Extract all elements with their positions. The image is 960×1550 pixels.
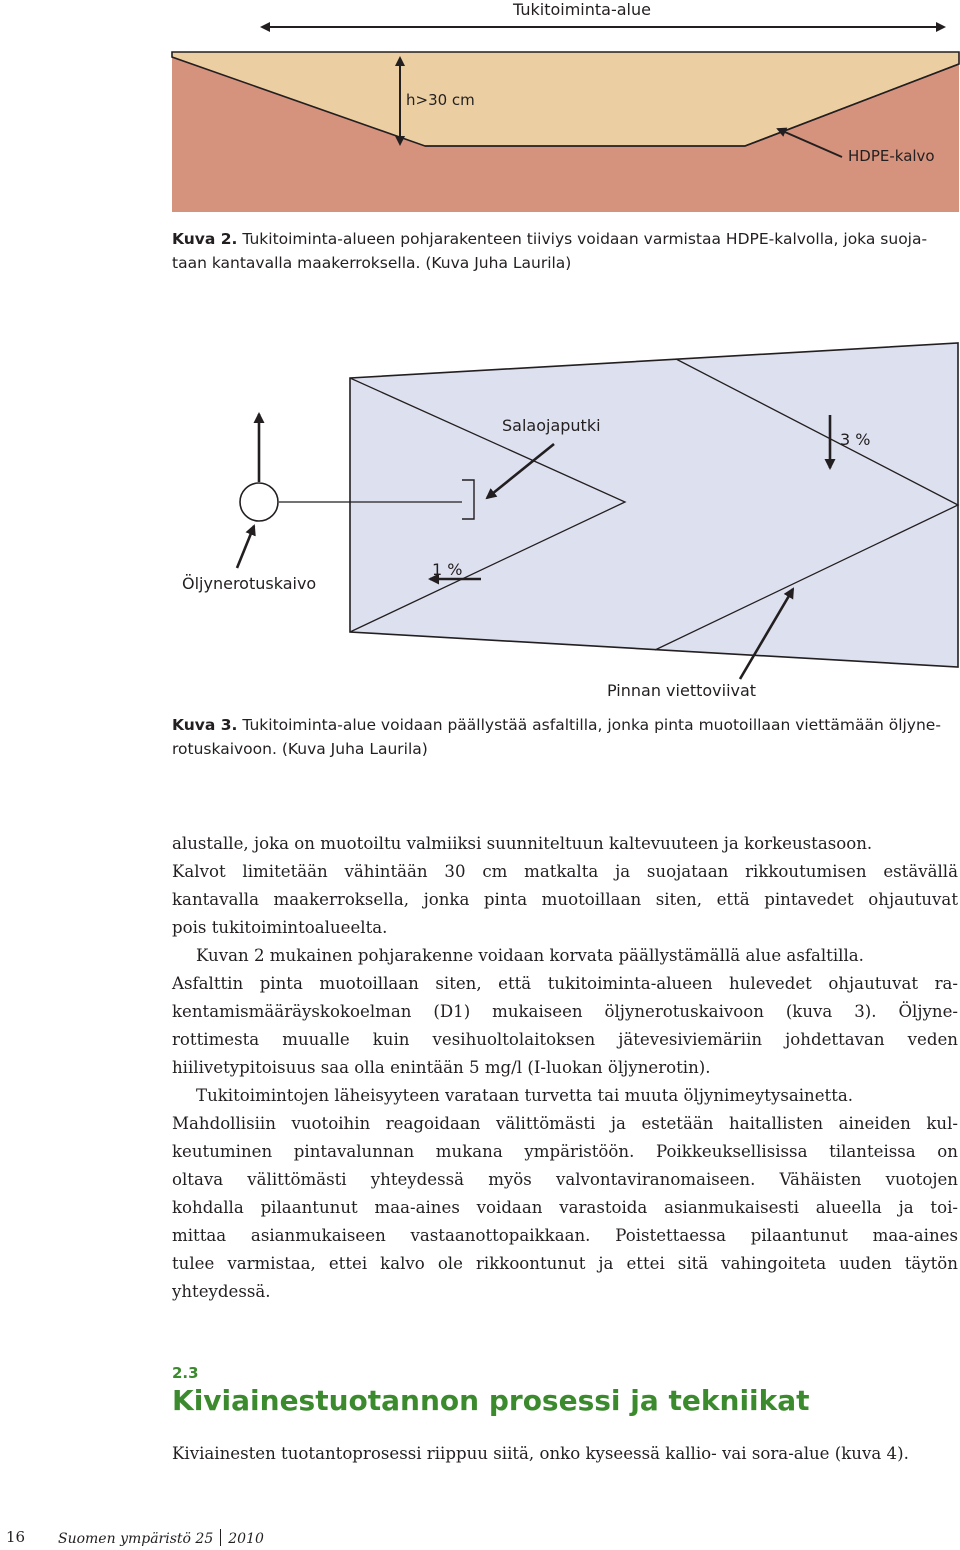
- issue-number: 25: [195, 1531, 214, 1547]
- body-line: Tukitoimintojen läheisyyteen varataan turvetta tai muuta öljynimeytysainetta.: [196, 1086, 854, 1105]
- body-line: Asfalttin pinta muotoillaan siten, että tukitoiminta-alueen hulevedet ohjautuvat ra-: [172, 974, 958, 993]
- caption-label: Kuva 3.: [172, 716, 238, 734]
- depth-label: h>30 cm: [406, 91, 475, 109]
- caption-text-2: taan kantavalla maakerroksella. (Kuva Juha Laurila): [172, 254, 572, 272]
- caption-text-1: Tukitoiminta-alue voidaan päällystää asfaltilla, jonka pinta muotoillaan viettämään öljyne-: [242, 716, 941, 734]
- footer-publication: [58, 1529, 264, 1547]
- body-line: mittaa asianmukaiseen vastaanottopaikkaan. Poistettaessa pilaantunut maa-aines: [172, 1226, 958, 1245]
- caption-label: Kuva 2.: [172, 230, 238, 248]
- body-line: Kuvan 2 mukainen pohjarakenne voidaan korvata päällystämällä alue asfaltilla.: [196, 946, 864, 965]
- section-intro: Kiviainesten tuotantoprosessi riippuu siitä, onko kyseessä kallio- vai sora-alue (kuva 4).: [172, 1444, 909, 1463]
- body-line: tulee varmistaa, ettei kalvo ole rikkoontunut ja ettei sitä vahingoiteta uuden täytön: [172, 1254, 958, 1273]
- body-line: alustalle, joka on muotoiltu valmiiksi suunniteltuun kaltevuuteen ja korkeustasoon.: [172, 834, 873, 853]
- body-line: pois tukitoimintoalueelta.: [172, 918, 388, 937]
- figure-2-caption: [172, 227, 960, 275]
- body-line: kohdalla pilaantunut maa-aines voidaan varastoida asianmukaisesti alueella ja toi-: [172, 1198, 958, 1217]
- slope-lines-label: Pinnan viettoviivat: [607, 681, 757, 700]
- separator-well-icon: [240, 483, 278, 521]
- body-line: keutuminen pintavalunnan mukana ympäristöön. Poikkeuksellisissa tilanteissa on: [172, 1142, 958, 1161]
- body-line: Mahdollisiin vuotoihin reagoidaan välittömästi ja estetään haitallisten aineiden kul-: [172, 1114, 958, 1133]
- figure-3-caption: [172, 713, 960, 761]
- publication-year: 2010: [228, 1531, 264, 1547]
- body-line: kentamismääräyskokoelman (D1) mukaiseen öljynerotuskaivoon (kuva 3). Öljyne-: [172, 1002, 958, 1021]
- body-line: Kalvot limitetään vähintään 30 cm matkalta ja suojataan rikkoutumisen estävällä: [172, 862, 958, 881]
- paved-area: [350, 343, 958, 667]
- area-label: Tukitoiminta-alue: [513, 0, 651, 19]
- caption-text-2: rotuskaivoon. (Kuva Juha Laurila): [172, 740, 428, 758]
- page-number: 16: [6, 1528, 26, 1546]
- body-line: kantavalla maakerroksella, jonka pinta muotoillaan siten, että pintavedet ohjautuvat: [172, 890, 958, 909]
- body-line: hiilivetypitoisuus saa olla enintään 5 mg/l (I-luokan öljynerotin).: [172, 1058, 711, 1077]
- footer-divider: [220, 1529, 221, 1546]
- body-line: yhteydessä.: [172, 1282, 271, 1301]
- body-line: rottimesta muualle kuin vesihuoltolaitoksen jätevesiviemäriin johdettavan veden: [172, 1030, 958, 1049]
- figure-2-cross-section: [0, 0, 960, 215]
- section-title: Kiviainestuotannon prosessi ja tekniikat: [172, 1384, 810, 1417]
- separator-pointer-arrow: [237, 526, 254, 568]
- body-paragraphs: [172, 830, 958, 1306]
- slope-left-label: 1 %: [432, 560, 463, 579]
- liner-label: HDPE-kalvo: [848, 147, 935, 165]
- caption-text-1: Tukitoiminta-alueen pohjarakenteen tiiviys voidaan varmistaa HDPE-kalvolla, joka suoja-: [242, 230, 928, 248]
- separator-label: Öljynerotuskaivo: [182, 574, 317, 593]
- figure-3-drainage-plan: [0, 330, 960, 705]
- publication-name: Suomen ympäristö: [58, 1531, 191, 1547]
- slope-right-label: 3 %: [840, 430, 871, 449]
- section-number: 2.3: [172, 1364, 199, 1382]
- pipe-label: Salaojaputki: [502, 416, 601, 435]
- body-line: oltava välittömästi yhteydessä myös valvontaviranomaiseen. Vähäisten vuotojen: [172, 1170, 958, 1189]
